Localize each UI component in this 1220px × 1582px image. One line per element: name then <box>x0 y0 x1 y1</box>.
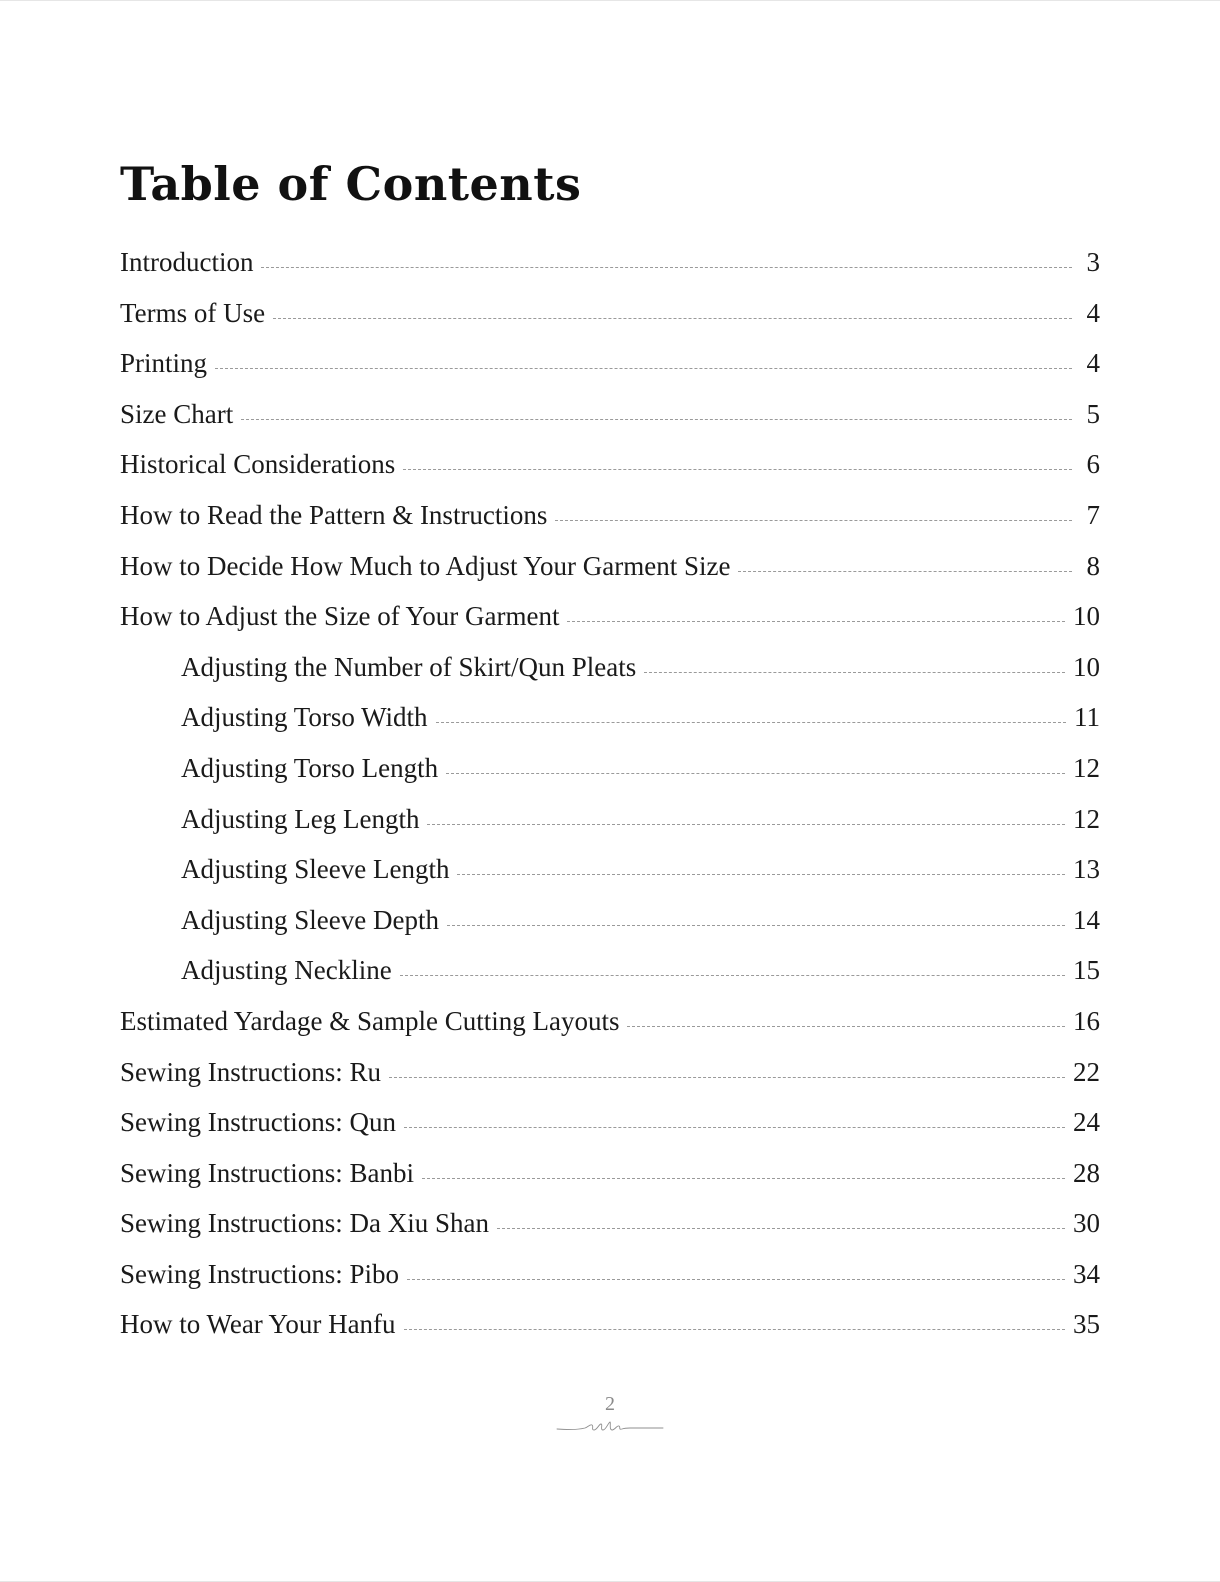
toc-entry[interactable] <box>120 895 1100 946</box>
toc-entry-page-number: 10 <box>1073 651 1100 682</box>
dot-leader <box>404 1329 1065 1330</box>
toc-entry-page-number: 11 <box>1074 702 1100 733</box>
toc-entry-page-number: 4 <box>1086 297 1100 328</box>
dot-leader <box>261 267 1072 268</box>
toc-entry-label: How to Adjust the Size of Your Garment <box>120 601 560 632</box>
signature-mark <box>555 1418 665 1434</box>
toc-entry-label: Sewing Instructions: Pibo <box>120 1258 400 1289</box>
toc-entry[interactable] <box>120 237 1100 288</box>
toc-entry[interactable] <box>120 1097 1100 1148</box>
toc-entry-page-number: 22 <box>1073 1056 1100 1087</box>
toc-entry-page-number: 30 <box>1073 1208 1100 1239</box>
toc-entry-label: Estimated Yardage & Sample Cutting Layouts <box>120 1005 620 1036</box>
toc-entry-page-number: 5 <box>1086 398 1100 429</box>
toc-entry-label: Size Chart <box>120 398 234 429</box>
toc-entry-page-number: 28 <box>1073 1157 1100 1188</box>
dot-leader <box>457 874 1065 875</box>
toc-entry-label: Adjusting Torso Length <box>181 752 439 783</box>
dot-leader <box>400 975 1065 976</box>
toc-entry-label: Sewing Instructions: Banbi <box>120 1157 414 1188</box>
toc-entry[interactable] <box>120 642 1100 693</box>
toc-entry[interactable] <box>120 996 1100 1047</box>
toc-entry-page-number: 35 <box>1073 1309 1100 1340</box>
dot-leader <box>555 520 1072 521</box>
dot-leader <box>215 368 1072 369</box>
toc-entry[interactable] <box>120 541 1100 592</box>
toc-entry-label: Sewing Instructions: Da Xiu Shan <box>120 1208 489 1239</box>
page-footer <box>0 1393 1220 1434</box>
toc-entry[interactable] <box>120 692 1100 743</box>
dot-leader <box>627 1026 1065 1027</box>
toc-entry-label: Adjusting Neckline <box>181 955 392 986</box>
toc-entry-page-number: 34 <box>1073 1258 1100 1289</box>
toc-entry-label: Adjusting the Number of Skirt/Qun Pleats <box>181 651 637 682</box>
toc-entry-page-number: 3 <box>1086 247 1100 277</box>
toc-entry-page-number: 8 <box>1086 550 1100 581</box>
dot-leader <box>404 1127 1065 1128</box>
toc-entry-label: How to Wear Your Hanfu <box>120 1309 396 1340</box>
dot-leader <box>567 621 1065 622</box>
dot-leader <box>403 469 1072 470</box>
page-number: 2 <box>605 1393 615 1415</box>
toc-entry-label: Sewing Instructions: Qun <box>120 1107 396 1138</box>
toc-entry-label: How to Read the Pattern & Instructions <box>120 499 548 530</box>
dot-leader <box>447 925 1065 926</box>
toc-entry-page-number: 12 <box>1073 752 1100 783</box>
dot-leader <box>738 571 1072 572</box>
toc-entry[interactable] <box>120 794 1100 845</box>
toc-entry[interactable] <box>120 1299 1100 1350</box>
toc-entry-page-number: 7 <box>1086 499 1100 530</box>
toc-entry[interactable] <box>120 743 1100 794</box>
toc-entry-label: Adjusting Torso Width <box>181 702 428 733</box>
toc-entry[interactable] <box>120 591 1100 642</box>
dot-leader <box>389 1077 1065 1078</box>
toc-entry-label: Terms of Use <box>120 297 266 328</box>
toc-entry-label: Historical Considerations <box>120 449 396 480</box>
toc-entry[interactable] <box>120 288 1100 339</box>
toc-entry[interactable] <box>120 338 1100 389</box>
toc-entry-page-number: 6 <box>1086 449 1100 480</box>
dot-leader <box>446 773 1065 774</box>
toc-entry-label: Introduction <box>120 247 254 277</box>
toc-entry-label: Printing <box>120 348 208 379</box>
toc-entry[interactable] <box>120 844 1100 895</box>
toc-entry-page-number: 16 <box>1073 1005 1100 1036</box>
toc-entry[interactable] <box>120 1148 1100 1199</box>
toc-entry-page-number: 14 <box>1073 904 1100 935</box>
toc-entry-label: Adjusting Leg Length <box>181 803 420 834</box>
dot-leader <box>497 1228 1065 1229</box>
toc-entry-page-number: 12 <box>1073 803 1100 834</box>
toc-entry[interactable] <box>120 439 1100 490</box>
toc-entry-label: Sewing Instructions: Ru <box>120 1056 381 1087</box>
dot-leader <box>436 722 1066 723</box>
toc-entry-page-number: 24 <box>1073 1107 1100 1138</box>
toc-entry[interactable] <box>120 1047 1100 1098</box>
toc-entry[interactable] <box>120 1198 1100 1249</box>
dot-leader <box>407 1279 1065 1280</box>
dot-leader <box>273 318 1072 319</box>
page-title: Table of Contents <box>120 157 582 211</box>
toc-entry[interactable] <box>120 945 1100 996</box>
toc-entry-page-number: 4 <box>1086 348 1100 379</box>
toc-entry[interactable] <box>120 490 1100 541</box>
toc-entry-label: How to Decide How Much to Adjust Your Garment Size <box>120 550 731 581</box>
dot-leader <box>427 824 1065 825</box>
toc-entry-page-number: 10 <box>1073 601 1100 632</box>
toc-entry-page-number: 15 <box>1073 955 1100 986</box>
dot-leader <box>644 672 1065 673</box>
toc-entry[interactable] <box>120 389 1100 440</box>
dot-leader <box>241 419 1072 420</box>
dot-leader <box>422 1178 1065 1179</box>
toc-entry-page-number: 13 <box>1073 854 1100 885</box>
toc-entry-label: Adjusting Sleeve Length <box>181 854 450 885</box>
toc-entry-label: Adjusting Sleeve Depth <box>181 904 439 935</box>
toc-list <box>120 237 1100 1350</box>
toc-entry[interactable] <box>120 1249 1100 1300</box>
